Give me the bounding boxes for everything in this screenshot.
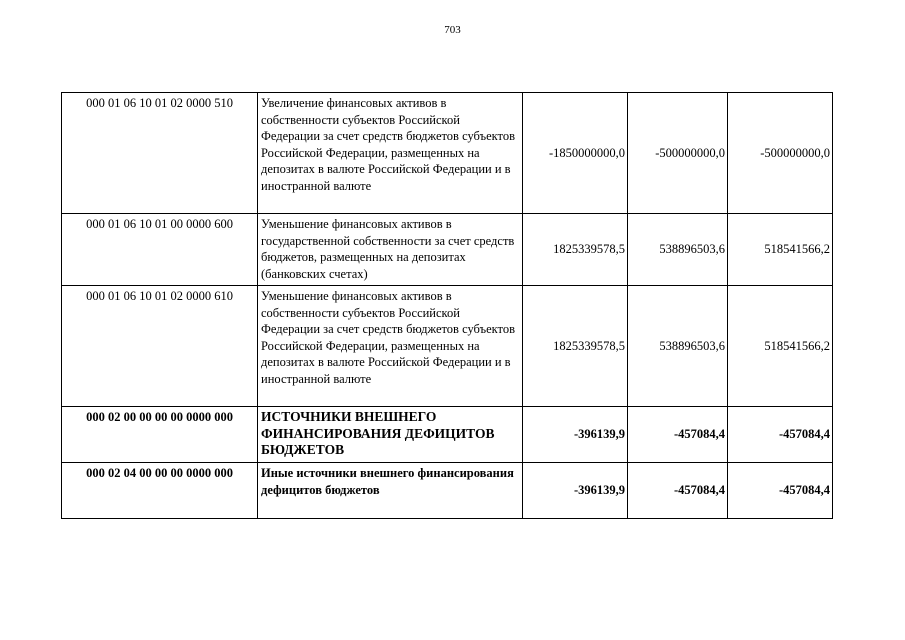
budget-code-cell: 000 02 00 00 00 00 0000 000 (62, 407, 258, 463)
value-year3-cell: -457084,4 (728, 463, 833, 519)
value-year2-cell: -500000000,0 (628, 93, 728, 214)
value-year1-cell: -1850000000,0 (523, 93, 628, 214)
table-row (62, 463, 833, 519)
description-cell: Иные источники внешнего финансирования дефицитов бюджетов (258, 463, 523, 519)
value-year3-cell: -457084,4 (728, 407, 833, 463)
table-row (62, 286, 833, 407)
description-cell: Уменьшение финансовых активов в государственной собственности за счет средств бюджетов, размещенных на депозитах (банковских счетах) (258, 214, 523, 286)
description-cell: Уменьшение финансовых активов в собственности субъектов Российской Федерации за счет средств бюджетов субъектов Российской Федерации, размещенных на депозитах в валюте Российской Федерации и в иностранной валюте (258, 286, 523, 407)
value-year1-cell: 1825339578,5 (523, 214, 628, 286)
page-number: 703 (444, 24, 461, 36)
table-row (62, 93, 833, 214)
value-year3-cell: 518541566,2 (728, 214, 833, 286)
value-year2-cell: -457084,4 (628, 407, 728, 463)
table-row (62, 214, 833, 286)
budget-code-cell: 000 01 06 10 01 02 0000 610 (62, 286, 258, 407)
value-year2-cell: 538896503,6 (628, 286, 728, 407)
budget-code-cell: 000 01 06 10 01 02 0000 510 (62, 93, 258, 214)
value-year2-cell: -457084,4 (628, 463, 728, 519)
value-year1-cell: -396139,9 (523, 463, 628, 519)
description-cell: Увеличение финансовых активов в собственности субъектов Российской Федерации за счет средств бюджетов субъектов Российской Федерации, размещенных на депозитах в валюте Российской Федерации и в иностранной валюте (258, 93, 523, 214)
value-year3-cell: 518541566,2 (728, 286, 833, 407)
table-row (62, 407, 833, 463)
value-year1-cell: -396139,9 (523, 407, 628, 463)
budget-code-cell: 000 02 04 00 00 00 0000 000 (62, 463, 258, 519)
value-year1-cell: 1825339578,5 (523, 286, 628, 407)
description-cell: ИСТОЧНИКИ ВНЕШНЕГО ФИНАНСИРОВАНИЯ ДЕФИЦИТОВ БЮДЖЕТОВ (258, 407, 523, 463)
value-year3-cell: -500000000,0 (728, 93, 833, 214)
budget-code-cell: 000 01 06 10 01 00 0000 600 (62, 214, 258, 286)
budget-sources-table (61, 92, 833, 519)
value-year2-cell: 538896503,6 (628, 214, 728, 286)
